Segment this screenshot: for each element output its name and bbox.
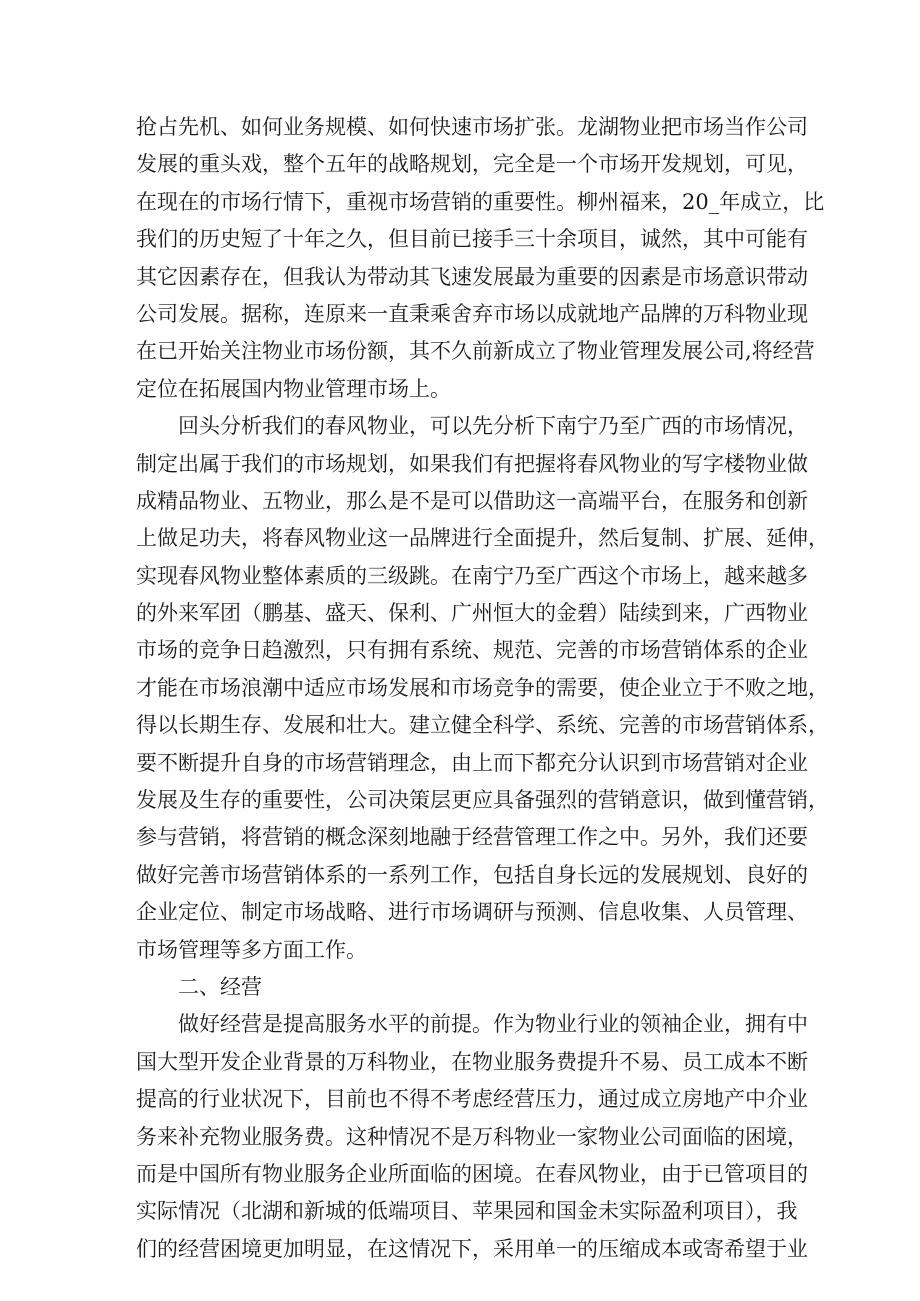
text-line: 发展的重头戏，整个五年的战略规划，完全是一个市场开发规划，可见，	[136, 152, 808, 177]
section-heading: 二、经营	[178, 974, 262, 999]
text-line: 参与营销，将营销的概念深刻地融于经营管理工作之中。另外，我们还要	[136, 825, 808, 850]
text-line: 国大型开发企业背景的万科物业，在物业服务费提升不易、员工成本不断	[136, 1049, 808, 1074]
paragraph-operations	[136, 1006, 808, 1268]
document-body	[136, 109, 829, 1268]
text-line: 成精品物业、五物业，那么是不是可以借助这一高端平台，在服务和创新	[136, 488, 808, 513]
text-line: 发展及生存的重要性，公司决策层更应具备强烈的营销意识，做到懂营销，	[136, 788, 829, 813]
text-line: 企业定位、制定市场战略、进行市场调研与预测、信息收集、人员管理、	[136, 900, 808, 925]
text-line: 做好经营是提高服务水平的前提。作为物业行业的领袖企业，拥有中	[178, 1012, 808, 1037]
text-line: 提高的行业状况下，目前也不得不考虑经营压力，通过成立房地产中介业	[136, 1087, 808, 1112]
text-line: 务来补充物业服务费。这种情况不是万科物业一家物业公司面临的困境，	[136, 1124, 808, 1149]
text-line: 市场的竞争日趋激烈，只有拥有系统、规范、完善的市场营销体系的企业	[136, 638, 808, 663]
text-line: 实现春风物业整体素质的三级跳。在南宁乃至广西这个市场上，越来越多	[136, 563, 808, 588]
text-line: 做好完善市场营销体系的一系列工作，包括自身长远的发展规划、良好的	[136, 862, 808, 887]
text-line: 定位在拓展国内物业管理市场上。	[136, 376, 451, 401]
text-line: 才能在市场浪潮中适应市场发展和市场竞争的需要，使企业立于不败之地，	[136, 675, 829, 700]
text-line: 市场管理等多方面工作。	[136, 937, 367, 962]
paragraph-market-competition	[136, 109, 825, 408]
text-line: 们的经营困境更加明显，在这情况下，采用单一的压缩成本或寄希望于业	[136, 1236, 808, 1261]
text-line: 回头分析我们的春风物业，可以先分析下南宁乃至广西的市场情况，	[178, 414, 808, 439]
text-line: 要不断提升自身的市场营销理念，由上而下都充分认识到市场营销对企业	[136, 750, 808, 775]
text-line: 其它因素存在，但我认为带动其飞速发展最为重要的因素是市场意识带动	[136, 264, 808, 289]
text-line: 在现在的市场行情下，重视市场营销的重要性。柳州福来，20_年成立，比	[136, 189, 825, 214]
text-line: 制定出属于我们的市场规划，如果我们有把握将春风物业的写字楼物业做	[136, 451, 808, 476]
text-line: 得以长期生存、发展和壮大。建立健全科学、系统、完善的市场营销体系，	[136, 713, 829, 738]
text-line: 抢占先机、如何业务规模、如何快速市场扩张。龙湖物业把市场当作公司	[136, 115, 808, 139]
text-line: 实际情况（北湖和新城的低端项目、苹果园和国金未实际盈利项目），我	[136, 1199, 798, 1224]
text-line: 在已开始关注物业市场份额，其不久前新成立了物业管理发展公司,将经营	[136, 339, 815, 364]
paragraph-chunfeng-analysis	[136, 408, 829, 969]
text-line: 公司发展。据称，连原来一直秉乘舍弃市场以成就地产品牌的万科物业现	[136, 301, 808, 326]
section-heading-operations	[136, 969, 796, 1006]
text-line: 的外来军团（鹏基、盛天、保利、广州恒大的金碧）陆续到来，广西物业	[136, 601, 808, 626]
text-line: 上做足功夫，将春风物业这一品牌进行全面提升，然后复制、扩展、延伸，	[136, 526, 829, 551]
text-line: 我们的历史短了十年之久，但目前已接手三十余项目，诚然，其中可能有	[136, 227, 808, 252]
text-line: 而是中国所有物业服务企业所面临的困境。在春风物业，由于已管项目的	[136, 1161, 808, 1186]
